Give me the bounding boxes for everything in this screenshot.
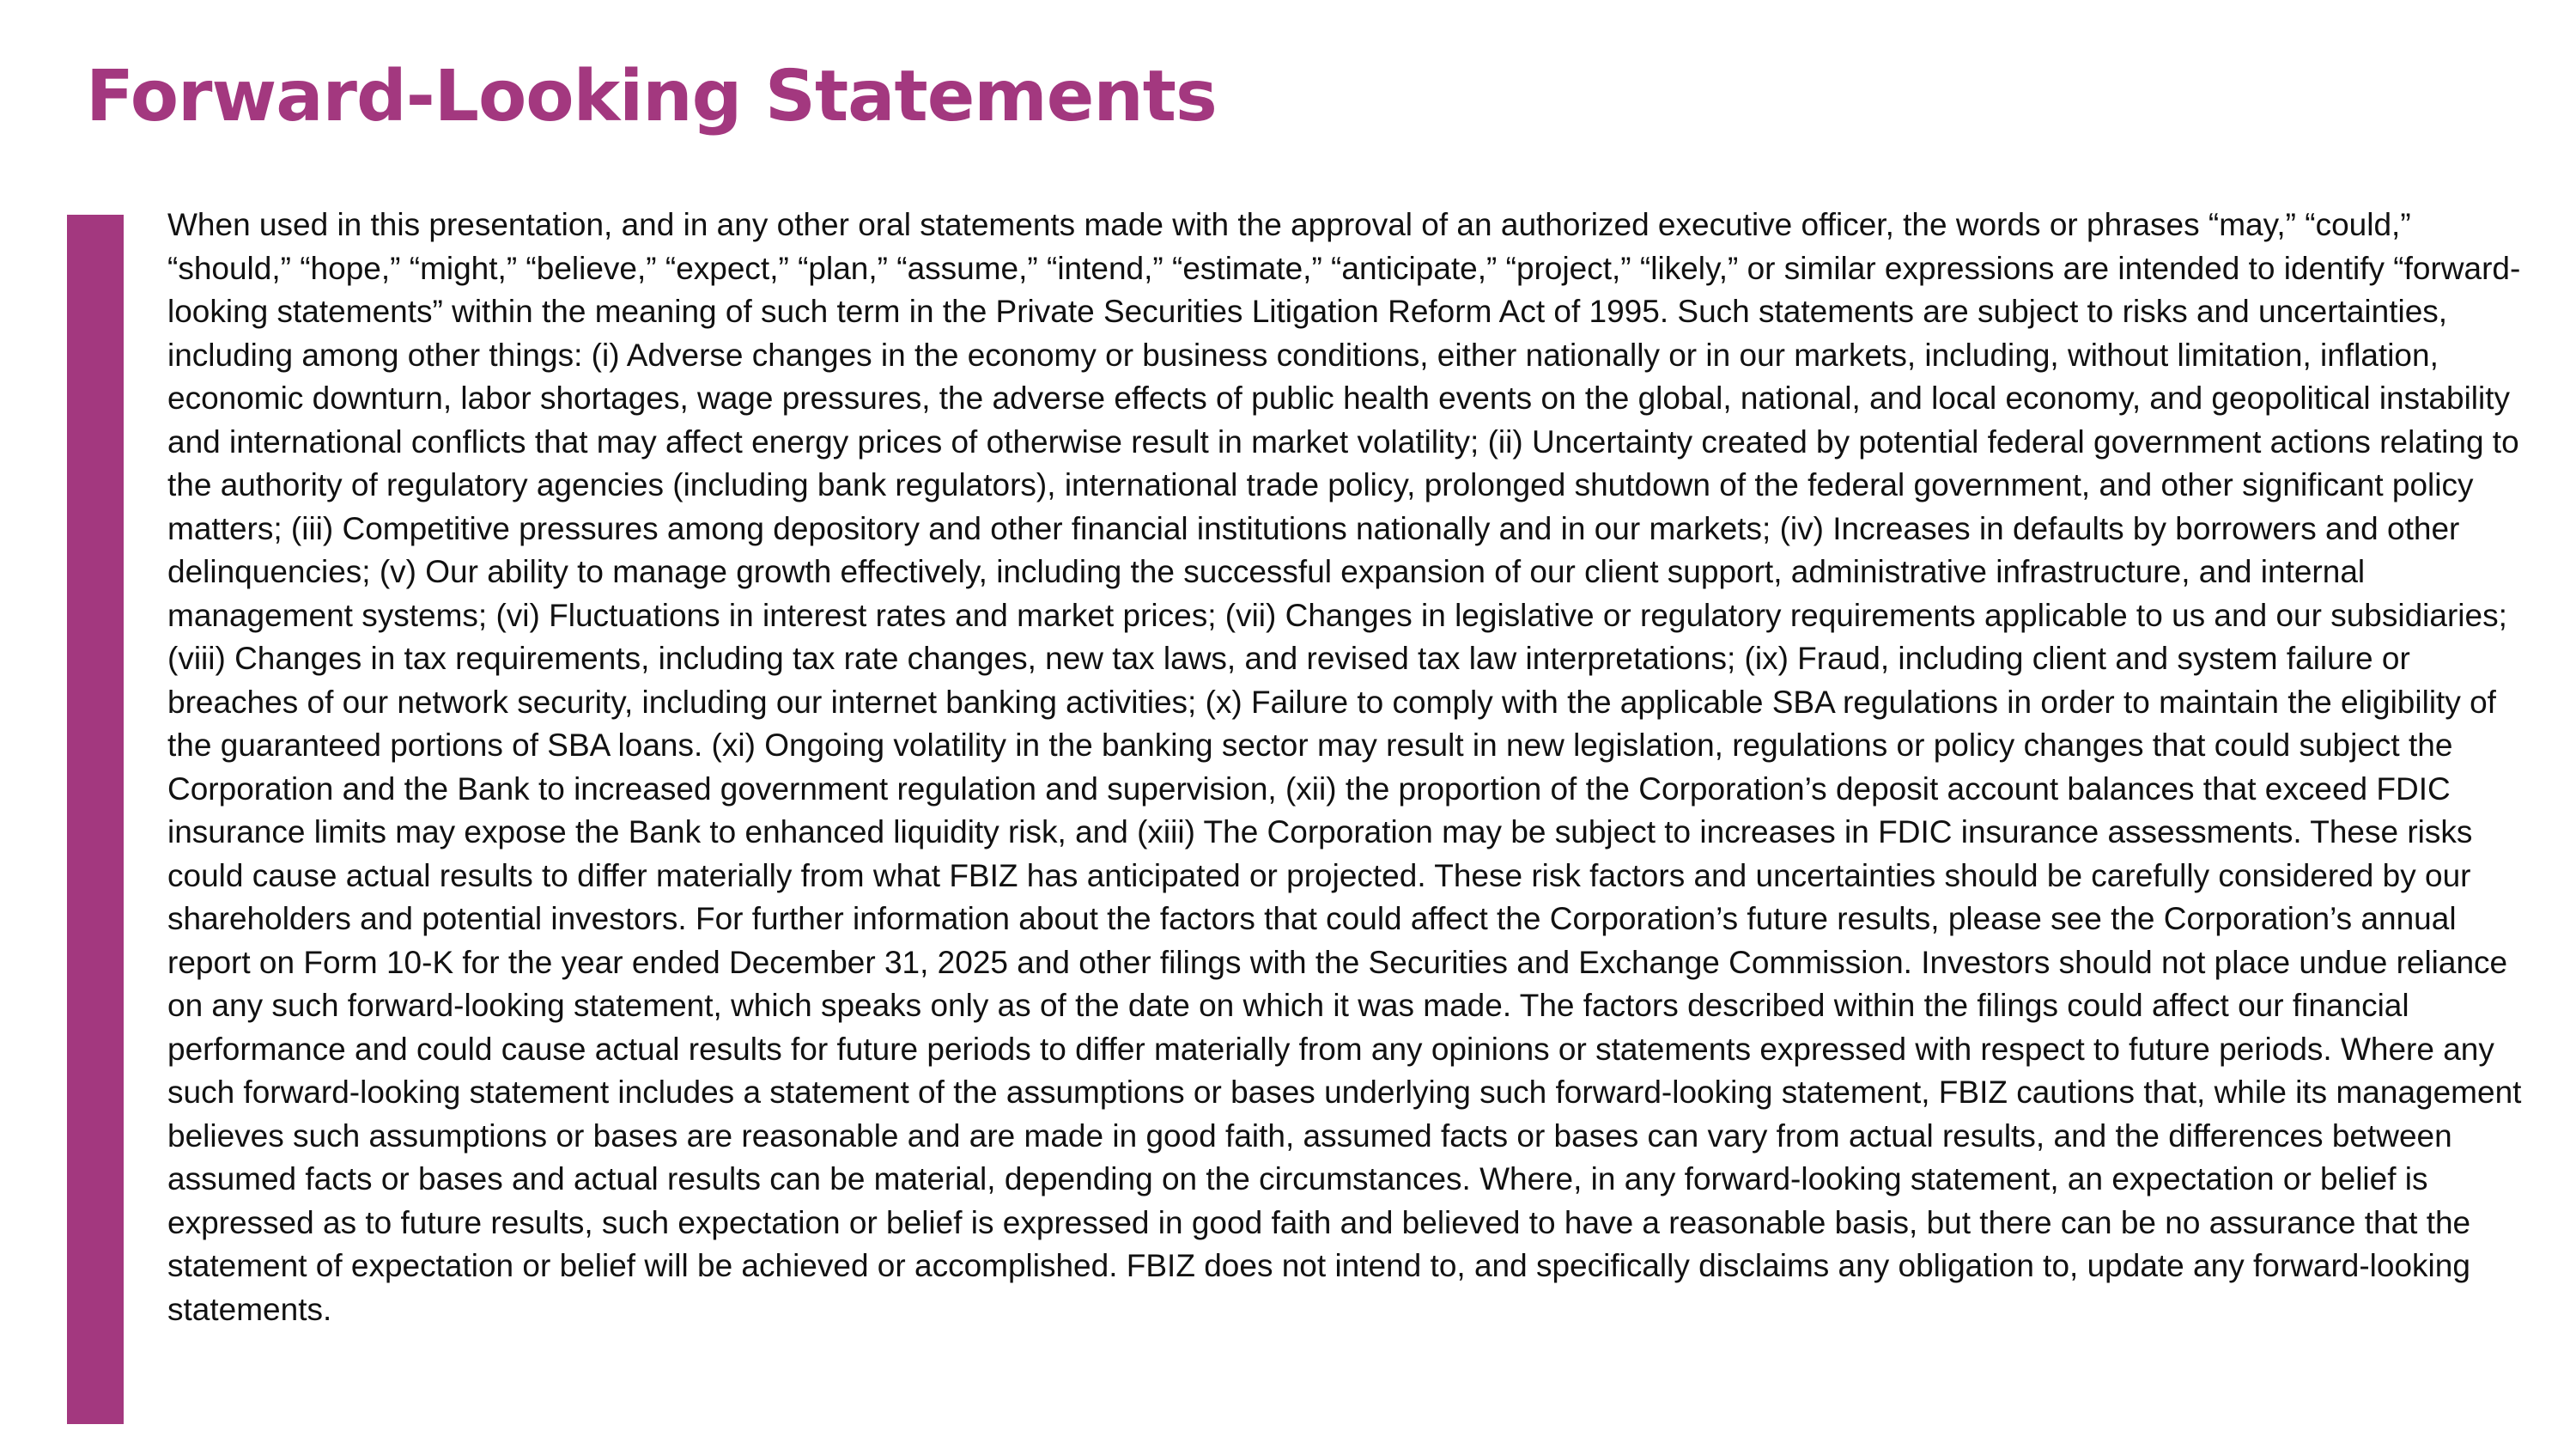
disclaimer-paragraph: When used in this presentation, and in any other oral statements made with the approval of an authorized executive officer, the words or phrases “may,” “could,” “should,” “hope,” “might,” “believe,” “expect,” “plan,” “assume,” “intend,” “estimate,” “anticipate,” “project,” “likely,” or similar expressions are intended to identify “forward-looking statements” within the meaning of such term in the Private Securities Litigation Reform Act of 1995. Such statements are subject to risks and uncertainties, including among other things: (i) Adverse changes in the economy or business conditions, either nationally or in our markets, including, without limitation, inflation, economic downturn, labor shortages, wage pressures, the adverse effects of public health events on the global, national, and local economy, and geopolitical instability and international conflicts that may affect energy prices of otherwise result in market volatility; (ii) Uncertainty created by potential federal government actions relating to the authority of regulatory agencies (including bank regulators), international trade policy, prolonged shutdown of the federal government, and other significant policy matters; (iii) Competitive pressures among depository and other financial institutions nationally and in our markets; (iv) Increases in defaults by borrowers and other delinquencies; (v) Our ability to manage growth effectively, including the successful expansion of our client support, administrative infrastructure, and internal management systems; (vi) Fluctuations in interest rates and market prices; (vii) Changes in legislative or regulatory requirements applicable to us and our subsidiaries; (viii) Changes in tax requirements, including tax rate changes, new tax laws, and revised tax law interpretations; (ix) Fraud, including client and system failure or breaches of our network security, including our internet banking activities; (x) Failure to comply with the applicable SBA regulations in order to maintain the eligibility of the guaranteed portions of SBA loans. (xi) Ongoing volatility in the banking sector may result in new legislation, regulations or policy changes that could subject the Corporation and the Bank to increased government regulation and supervision, (xii) the proportion of the Corporation’s deposit account balances that exceed FDIC insurance limits may expose the Bank to enhanced liquidity risk, and (xiii) The Corporation may be subject to increases in FDIC insurance assessments. These risks could cause actual results to differ materially from what FBIZ has anticipated or projected. These risk factors and uncertainties should be carefully considered by our shareholders and potential investors. For further information about the factors that could affect the Corporation’s future results, please see the Corporation’s annual report on Form 10-K for the year ended December 31, 2025 and other filings with the Securities and Exchange Commission. Investors should not place undue reliance on any such forward-looking statement, which speaks only as of the date on which it was made. The factors described within the filings could affect our financial performance and could cause actual results for future periods to differ materially from any opinions or statements expressed with respect to future periods. Where any such forward-looking statement includes a statement of the assumptions or bases underlying such forward-looking statement, FBIZ cautions that, while its management believes such assumptions or bases are reasonable and are made in good faith, assumed facts or bases can vary from actual results, and the differences between assumed facts or bases and actual results can be material, depending on the circumstances. Where, in any forward-looking statement, an expectation or belief is expressed as to future results, such expectation or belief is expressed in good faith and believed to have a reasonable basis, but there can be no assurance that the statement of expectation or belief will be achieved or accomplished. FBIZ does not intend to, and specifically disclaims any obligation to, update any forward-looking statements. [167, 207, 2522, 1327]
page-title: Forward-Looking Statements [86, 56, 1217, 137]
accent-bar [67, 215, 124, 1424]
